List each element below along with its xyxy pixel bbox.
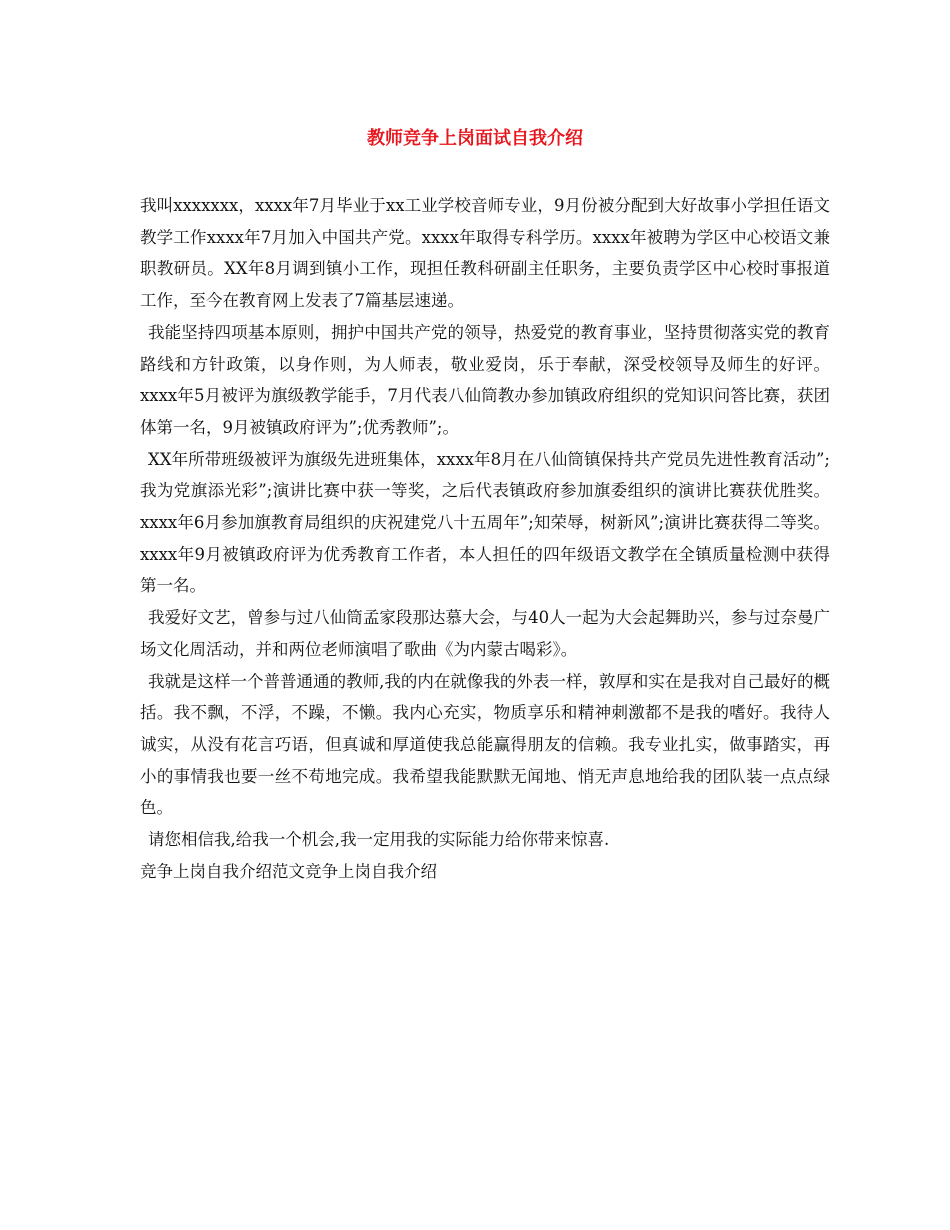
document-body: [140, 190, 830, 887]
paragraph-footer-link: 竞争上岗自我介绍范文竞争上岗自我介绍: [140, 861, 437, 881]
paragraph-character: 我就是这样一个普普通通的教师,我的内在就像我的外表一样，敦厚和实在是我对自己最好的概括。我不飘，不浮，不躁，不懒。我内心充实，物质享乐和精神刺激都不是我的嗜好。我待人诚实，从没有花言巧语，但真诚和厚道使我总能赢得朋友的信赖。我专业扎实，做事踏实，再小的事情我也要一丝不苟地完成。我希望我能默默无闻地、悄无声息地给我的团队装一点点绿色。: [140, 671, 830, 818]
paragraph-closing: 请您相信我,给我一个机会,我一定用我的实际能力给你带来惊喜.: [148, 830, 610, 850]
paragraph-principles: 我能坚持四项基本原则，拥护中国共产党的领导，热爱党的教育事业，坚持贯彻落实党的教育路线和方针政策，以身作则，为人师表，敬业爱岗，乐于奉献，深受校领导及师生的好评。xxxx年5月被评为旗级教学能手，7月代表八仙筒教办参加镇政府组织的党知识问答比赛，获团体第一名，9月被镇政府评为”;优秀教师”;。: [140, 322, 830, 437]
paragraph-hobbies: 我爱好文艺，曾参与过八仙筒孟家段那达慕大会，与40人一起为大会起舞助兴，参与过奈曼广场文化周活动，并和两位老师演唱了歌曲《为内蒙古喝彩》。: [140, 608, 830, 659]
paragraph-awards: XX年所带班级被评为旗级先进班集体，xxxx年8月在八仙筒镇保持共产党员先进性教育活动”;我为党旗添光彩”;演讲比赛中获一等奖，之后代表镇政府参加旗委组织的演讲比赛获优胜奖。xxxx年6月参加旗教育局组织的庆祝建党八十五周年”;知荣辱，树新风”;演讲比赛获得二等奖。xxxx年9月被镇政府评为优秀教育工作者，本人担任的四年级语文教学在全镇质量检测中获得第一名。: [140, 449, 830, 596]
document-title: 教师竞争上岗面试自我介绍: [367, 128, 583, 149]
paragraph-intro: 我叫xxxxxxx，xxxx年7月毕业于xx工业学校音师专业，9月份被分配到大好故事小学担任语文教学工作xxxx年7月加入中国共产党。xxxx年取得专科学历。xxxx年被聘为学区中心校语文兼职教研员。XX年8月调到镇小工作，现担任教科研副主任职务，主要负责学区中心校时事报道工作，至今在教育网上发表了7篇基层速递。: [140, 196, 830, 311]
